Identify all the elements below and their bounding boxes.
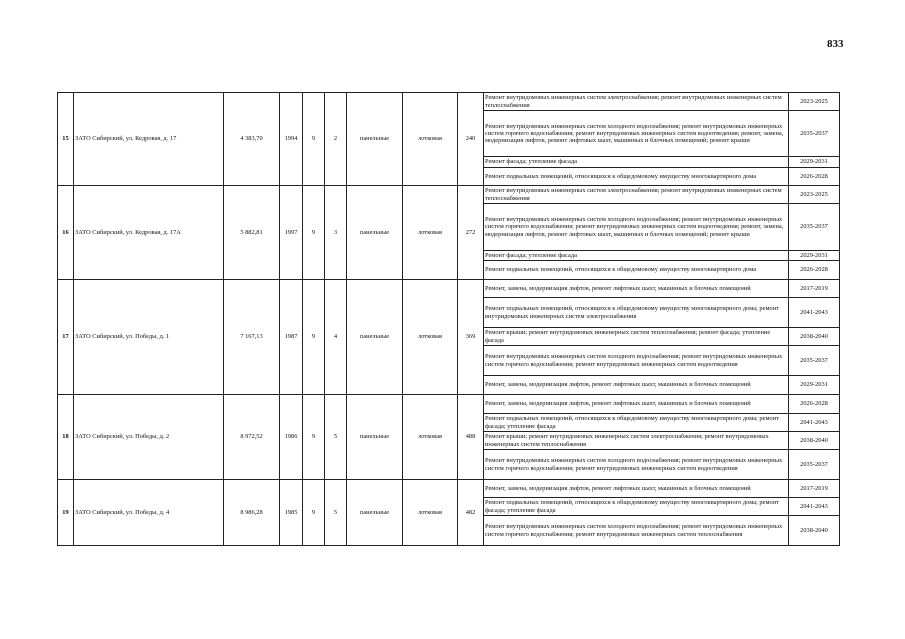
period-cell: 2023-2025 (789, 93, 840, 111)
wall-material-cell: панельные (347, 395, 403, 480)
period-cell: 2029-2031 (789, 157, 840, 168)
period-cell: 2038-2040 (789, 516, 840, 546)
period-cell: 2029-2031 (789, 251, 840, 261)
work-type-cell: Ремонт подвальных помещений, относящихся к общедомовому имуществу многоквартирного дома; ремонт внутридомовых инженерных систем электроснабжения (484, 298, 789, 328)
work-type-cell: Ремонт внутридомовых инженерных систем холодного водоснабжения; ремонт внутридомовых инженерных систем горячего водоснабжения; ремонт внутридомовых инженерных систем водоотведения (484, 346, 789, 376)
flats-count-cell: 482 (458, 480, 484, 546)
period-cell: 2023-2025 (789, 186, 840, 204)
flats-count-cell: 272 (458, 186, 484, 280)
address-cell: ЗАТО Сибирский, ул. Победы, д. 1 (74, 280, 224, 395)
area-cell: 8 986,28 (224, 480, 280, 546)
table-row (58, 280, 840, 298)
work-type-cell: Ремонт внутридомовых инженерных систем холодного водоснабжения; ремонт внутридомовых инженерных систем горячего водоснабжения; ремонт внутридомовых инженерных систем водоотведения; ремонт, замена, модернизация лифтов, ремонт лифтовых шахт, машинных и блочных помещений; ремонт крыши (484, 111, 789, 157)
floors-cell: 9 (303, 186, 325, 280)
area-cell: 7 167,13 (224, 280, 280, 395)
period-cell: 2026-2028 (789, 261, 840, 280)
period-cell: 2035-2037 (789, 111, 840, 157)
wall-material-cell: панельные (347, 93, 403, 186)
work-type-cell: Ремонт внутридомовых инженерных систем электроснабжения; ремонт внутридомовых инженерных систем теплоснабжения (484, 186, 789, 204)
period-cell: 2026-2028 (789, 395, 840, 414)
table-body (58, 93, 840, 546)
period-cell: 2041-2043 (789, 414, 840, 432)
house-number-cell: 19 (58, 480, 74, 546)
entrances-cell: 3 (325, 186, 347, 280)
area-cell: 4 383,70 (224, 93, 280, 186)
period-cell: 2017-2019 (789, 280, 840, 298)
floors-cell: 9 (303, 480, 325, 546)
entrances-cell: 4 (325, 280, 347, 395)
work-type-cell: Ремонт, замена, модернизация лифтов, ремонт лифтовых шахт, машинных и блочных помещений (484, 395, 789, 414)
period-cell: 2035-2037 (789, 450, 840, 480)
work-type-cell: Ремонт фасада; утепление фасада (484, 157, 789, 168)
work-type-cell: Ремонт подвальных помещений, относящихся к общедомовому имуществу многоквартирного дома (484, 261, 789, 280)
roof-type-cell: лотковая (403, 280, 458, 395)
entrances-cell: 5 (325, 480, 347, 546)
year-built-cell: 1997 (280, 186, 303, 280)
period-cell: 2038-2040 (789, 432, 840, 450)
period-cell: 2035-2037 (789, 346, 840, 376)
entrances-cell: 2 (325, 93, 347, 186)
house-number-cell: 15 (58, 93, 74, 186)
work-type-cell: Ремонт внутридомовых инженерных систем холодного водоснабжения; ремонт внутридомовых инженерных систем горячего водоснабжения; ремонт внутридомовых инженерных систем водоотведения; ремонт, замена, модернизация лифтов, ремонт лифтовых шахт, машинных и блочных помещений; ремонт крыши (484, 204, 789, 251)
work-type-cell: Ремонт внутридомовых инженерных систем холодного водоснабжения; ремонт внутридомовых инженерных систем горячего водоснабжения; ремонт внутридомовых инженерных систем теплоснабжения (484, 516, 789, 546)
floors-cell: 9 (303, 280, 325, 395)
period-cell: 2035-2037 (789, 204, 840, 251)
area-cell: 8 972,52 (224, 395, 280, 480)
flats-count-cell: 488 (458, 395, 484, 480)
wall-material-cell: панельные (347, 480, 403, 546)
period-cell: 2029-2031 (789, 376, 840, 395)
roof-type-cell: лотковая (403, 186, 458, 280)
work-type-cell: Ремонт внутридомовых инженерных систем холодного водоснабжения; ремонт внутридомовых инженерных систем горячего водоснабжения; ремонт внутридомовых инженерных систем водоотведения (484, 450, 789, 480)
address-cell: ЗАТО Сибирский, ул. Победы, д. 4 (74, 480, 224, 546)
table-row (58, 186, 840, 204)
table-row (58, 480, 840, 498)
work-type-cell: Ремонт фасада; утепление фасада (484, 251, 789, 261)
work-type-cell: Ремонт, замена, модернизация лифтов, ремонт лифтовых шахт, машинных и блочных помещений (484, 376, 789, 395)
year-built-cell: 1987 (280, 280, 303, 395)
period-cell: 2041-2043 (789, 298, 840, 328)
year-built-cell: 1985 (280, 480, 303, 546)
flats-count-cell: 240 (458, 93, 484, 186)
table-row (58, 395, 840, 414)
year-built-cell: 1986 (280, 395, 303, 480)
house-number-cell: 18 (58, 395, 74, 480)
floors-cell: 9 (303, 93, 325, 186)
wall-material-cell: панельные (347, 186, 403, 280)
year-built-cell: 1994 (280, 93, 303, 186)
work-type-cell: Ремонт внутридомовых инженерных систем электроснабжения; ремонт внутридомовых инженерных систем теплоснабжения (484, 93, 789, 111)
flats-count-cell: 369 (458, 280, 484, 395)
area-cell: 5 882,81 (224, 186, 280, 280)
page-number: 833 (827, 38, 844, 50)
period-cell: 2026-2028 (789, 168, 840, 186)
repair-schedule-table (57, 92, 840, 546)
work-type-cell: Ремонт подвальных помещений, относящихся к общедомовому имуществу многоквартирного дома; ремонт фасада; утепление фасада (484, 498, 789, 516)
entrances-cell: 5 (325, 395, 347, 480)
address-cell: ЗАТО Сибирский, ул. Кедровая, д. 17 (74, 93, 224, 186)
house-number-cell: 17 (58, 280, 74, 395)
floors-cell: 9 (303, 395, 325, 480)
work-type-cell: Ремонт крыши; ремонт внутридомовых инженерных систем электроснабжения; ремонт внутридомовых инженерных систем теплоснабжения (484, 432, 789, 450)
period-cell: 2017-2019 (789, 480, 840, 498)
period-cell: 2041-2043 (789, 498, 840, 516)
work-type-cell: Ремонт подвальных помещений, относящихся к общедомовому имуществу многоквартирного дома; ремонт фасада; утепление фасада (484, 414, 789, 432)
work-type-cell: Ремонт крыши; ремонт внутридомовых инженерных систем теплоснабжения; ремонт фасада; утепление фасада (484, 328, 789, 346)
work-type-cell: Ремонт, замена, модернизация лифтов, ремонт лифтовых шахт, машинных и блочных помещений (484, 480, 789, 498)
address-cell: ЗАТО Сибирский, ул. Победы, д. 2 (74, 395, 224, 480)
roof-type-cell: лотковая (403, 93, 458, 186)
address-cell: ЗАТО Сибирский, ул. Кедровая, д. 17А (74, 186, 224, 280)
work-type-cell: Ремонт подвальных помещений, относящихся к общедомовому имуществу многоквартирного дома (484, 168, 789, 186)
roof-type-cell: лотковая (403, 395, 458, 480)
table-row (58, 93, 840, 111)
period-cell: 2038-2040 (789, 328, 840, 346)
house-number-cell: 16 (58, 186, 74, 280)
work-type-cell: Ремонт, замена, модернизация лифтов, ремонт лифтовых шахт, машинных и блочных помещений (484, 280, 789, 298)
roof-type-cell: лотковая (403, 480, 458, 546)
wall-material-cell: панельные (347, 280, 403, 395)
